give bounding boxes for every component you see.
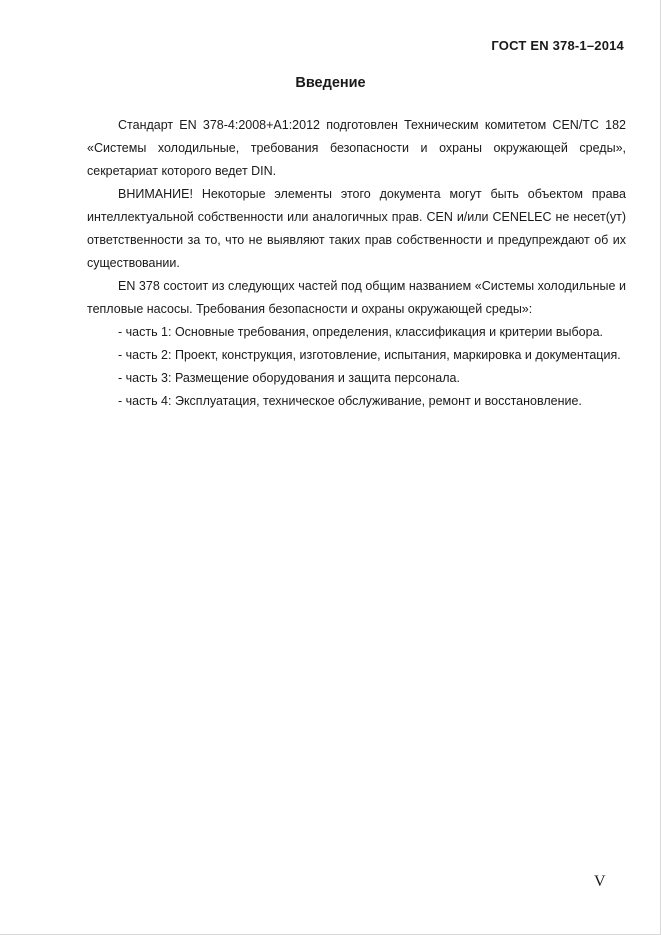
document-code: ГОСТ EN 378-1–2014: [491, 38, 624, 53]
list-item-part-3: - часть 3: Размещение оборудования и защита персонала.: [118, 371, 460, 385]
paragraph-standard-info: Стандарт EN 378-4:2008+A1:2012 подготовлен Техническим комитетом CEN/TC 182 «Системы холодильные, требования безопасности и охраны окружающей среды», секретариат которого ведет DIN.: [87, 118, 626, 178]
section-title: Введение: [295, 75, 366, 91]
list-item-part-1: - часть 1: Основные требования, определения, классификация и критерии выбора.: [118, 325, 603, 339]
list-item-part-2: - часть 2: Проект, конструкция, изготовление, испытания, маркировка и документация.: [118, 348, 621, 362]
paragraph-parts-intro: EN 378 состоит из следующих частей под общим названием «Системы холодильные и тепловые насосы. Требования безопасности и охраны окружающей среды»:: [87, 279, 626, 316]
paragraph-warning: ВНИМАНИЕ! Некоторые элементы этого документа могут быть объектом права интеллектуальной собственности или аналогичных прав. CEN и/или CENELEC не несет(ут) ответственности за то, что не выявляют таких прав собственности и предупреждают об их существовании.: [87, 187, 626, 270]
page-number: V: [594, 873, 606, 890]
body-text: [87, 114, 626, 413]
list-item-part-4: - часть 4: Эксплуатация, техническое обслуживание, ремонт и восстановление.: [118, 394, 582, 408]
